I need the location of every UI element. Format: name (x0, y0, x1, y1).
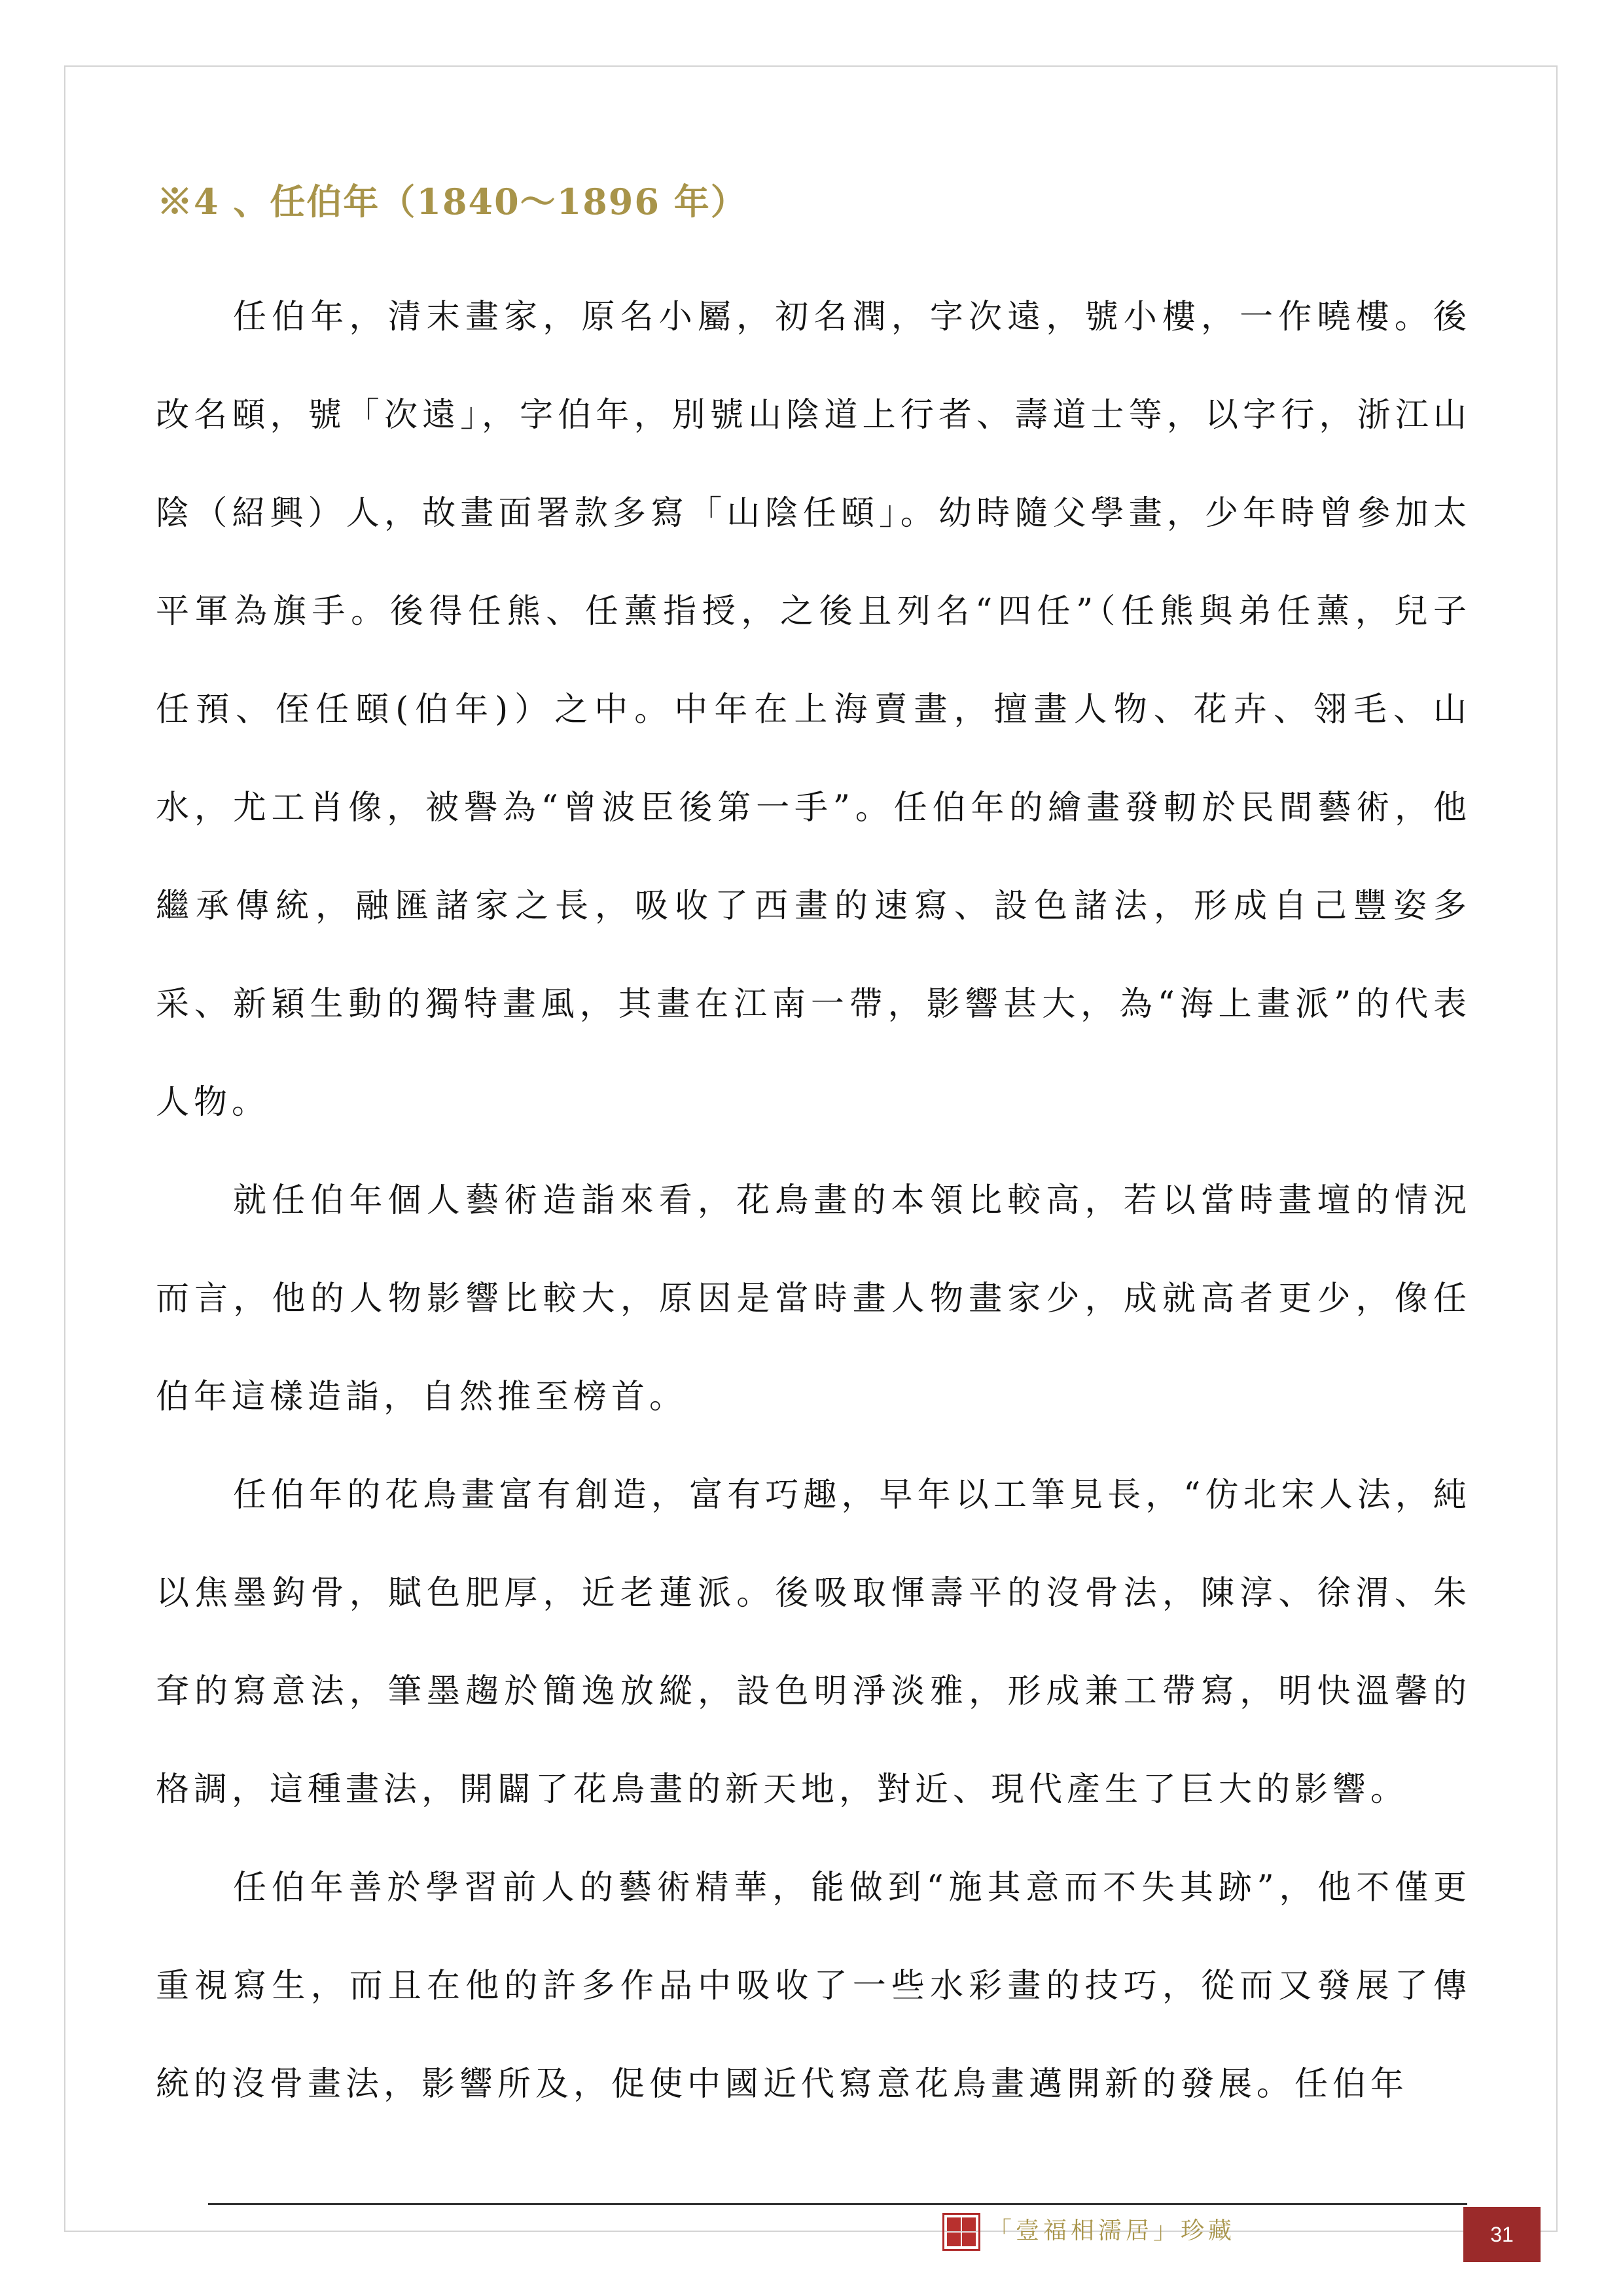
paragraph-3: 任伯年的花鳥畫富有創造，富有巧趣，早年以工筆見長，“仿北宋人法，純以焦墨鈎骨，賦色肥厚，近老蓮派。後吸取惲壽平的沒骨法，陳淳、徐渭、朱耷的寫意法，筆墨趨於簡逸放縱，設色明淨淡雅，形成兼工帶寫，明快溫馨的格調，這種畫法，開闢了花鳥畫的新天地，對近、現代產生了巨大的影響。 (156, 1476, 1471, 1809)
paragraph-2: 就任伯年個人藝術造詣來看，花鳥畫的本領比較高，若以當時畫壇的情況而言，他的人物影響比較大，原因是當時畫人物畫家少，成就高者更少，像任伯年這樣造詣，自然推至榜首。 (156, 1181, 1471, 1416)
page-number: 31 (1463, 2207, 1541, 2262)
paragraph-1: 任伯年，清末畫家，原名小屬，初名潤，字次遠，號小樓，一作曉樓。後改名頤，號「次遠」，字伯年，別號山陰道上行者、壽道士等，以字行，浙江山陰（紹興）人，故畫面署款多寫「山陰任頤」。幼時隨父學畫，少年時曾參加太平軍為旗手。後得任熊、任薰指授，之後且列名“四任”（任熊與弟任薰，兒子任預、侄任頤(伯年)）之中。中年在上海賣畫，擅畫人物、花卉、翎毛、山水，尤工肖像，被譽為“曾波臣後第一手”。任伯年的繪畫發軔於民間藝術，他繼承傳統，融匯諸家之長，吸收了西畫的速寫、設色諸法，形成自己豐姿多采、新穎生動的獨特畫風，其畫在江南一帶，影響甚大，為“海上畫派”的代表人物。 (156, 298, 1471, 1122)
collection-label: 「壹福相濡居」珍藏 (988, 2217, 1236, 2244)
paragraph-4: 任伯年善於學習前人的藝術精華，能做到“施其意而不失其跡”，他不僅更重視寫生，而且在他的許多作品中吸收了一些水彩畫的技巧，從而又發展了傳統的沒骨畫法，影響所及，促使中國近代寫意花鳥畫邁開新的發展。任伯年 (156, 1869, 1471, 2104)
seal-stamp-icon (942, 2213, 980, 2251)
body-text (156, 268, 1471, 2134)
footer-rule (208, 2203, 1467, 2205)
section-heading: ※4 、任伯年（1840～1896 年） (157, 181, 747, 223)
